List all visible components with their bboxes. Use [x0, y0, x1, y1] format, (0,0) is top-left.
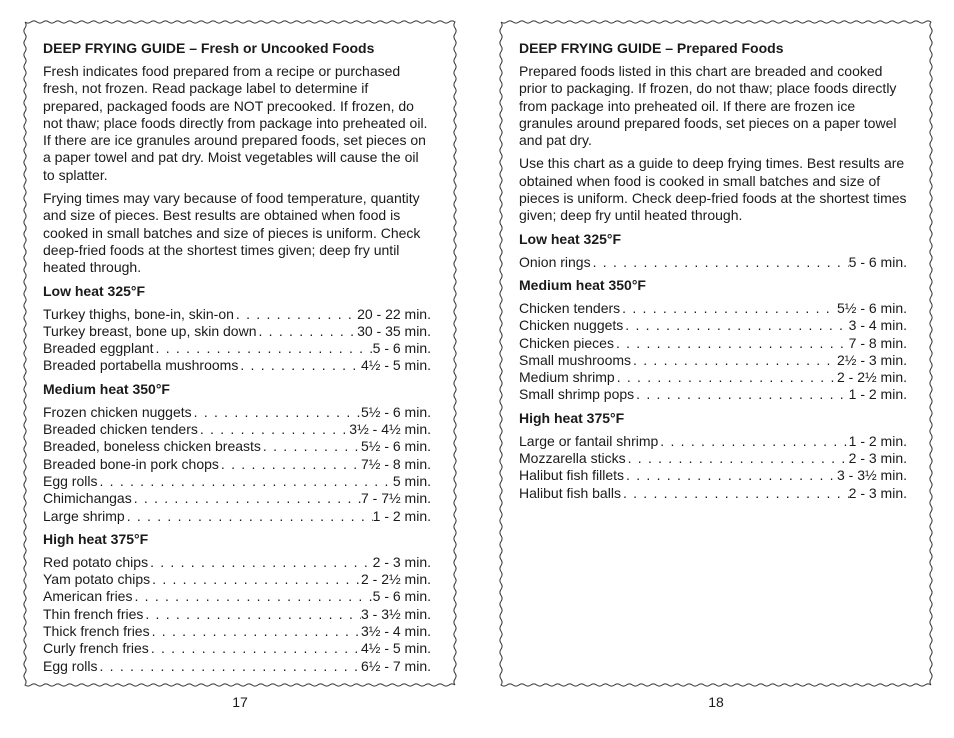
- food-name: Medium shrimp: [519, 369, 615, 386]
- food-name: Yam potato chips: [43, 571, 151, 588]
- frying-time: 2 - 2½ min.: [836, 369, 907, 386]
- food-name: Breaded chicken tenders: [43, 421, 198, 438]
- dot-leader: [192, 404, 361, 421]
- food-name: Frozen chicken nuggets: [43, 403, 192, 420]
- list-item: [519, 369, 907, 386]
- frying-time: 1 - 2 min.: [372, 507, 431, 524]
- dot-leader: [219, 456, 361, 473]
- frying-time: 7 - 7½ min.: [360, 490, 431, 507]
- page-title: DEEP FRYING GUIDE – Prepared Foods: [519, 40, 784, 56]
- frying-time: 3½ - 4½ min.: [349, 421, 431, 438]
- list-item: [519, 300, 907, 317]
- list-item: [519, 450, 907, 467]
- frying-time: 2 - 3 min.: [848, 450, 907, 467]
- frying-time: 30 - 35 min.: [357, 322, 431, 339]
- food-name: Breaded eggplant: [43, 340, 154, 357]
- list-item: [519, 352, 907, 369]
- food-name: Red potato chips: [43, 553, 149, 570]
- dot-leader: [257, 323, 358, 340]
- frying-time: 4½ - 5 min.: [360, 640, 431, 657]
- food-name: American fries: [43, 588, 133, 605]
- food-name: Breaded, boneless chicken breasts: [43, 438, 261, 455]
- list-item: [519, 467, 907, 484]
- frying-time: 3 - 3½ min.: [836, 467, 907, 484]
- page-number: 18: [708, 694, 724, 710]
- frying-time: 5 - 6 min.: [372, 340, 431, 357]
- dot-leader: [143, 606, 361, 623]
- heat-heading: High heat 375°F: [43, 530, 149, 547]
- list-item: [43, 571, 431, 588]
- list-item: [43, 323, 431, 340]
- right-page: [498, 0, 934, 688]
- list-item: [519, 335, 907, 352]
- food-name: Turkey breast, bone up, skin down: [43, 322, 257, 339]
- frying-time: 2 - 2½ min.: [360, 571, 431, 588]
- dot-leader: [620, 300, 837, 317]
- page-title: DEEP FRYING GUIDE – Fresh or Uncooked Foods: [43, 40, 375, 56]
- list-item: [43, 404, 431, 421]
- frying-time: 7 - 8 min.: [848, 334, 907, 351]
- food-name: Small mushrooms: [519, 351, 632, 368]
- frying-time-list: [43, 554, 431, 675]
- food-name: Egg rolls: [43, 472, 98, 489]
- food-name: Turkey thighs, bone-in, skin-on: [43, 305, 234, 322]
- heat-sections: [519, 231, 907, 502]
- frying-time-list: [43, 306, 431, 375]
- food-name: Thick french fries: [43, 623, 150, 640]
- dot-leader: [615, 369, 837, 386]
- list-item: [43, 306, 431, 323]
- frying-time: 6½ - 7 min.: [360, 657, 431, 674]
- heat-heading: Low heat 325°F: [43, 282, 146, 299]
- list-item: [43, 490, 431, 507]
- food-name: Chicken pieces: [519, 334, 614, 351]
- food-name: Halibut fish balls: [519, 484, 621, 501]
- dot-leader: [234, 306, 357, 323]
- dot-leader: [97, 473, 392, 490]
- list-item: [43, 438, 431, 455]
- dot-leader: [238, 357, 361, 374]
- heat-heading: Medium heat 350°F: [43, 380, 170, 397]
- dot-leader: [149, 640, 361, 657]
- frying-time: 5 min.: [392, 472, 431, 489]
- frying-time: 3 - 4 min.: [848, 317, 907, 334]
- intro-paragraph: Prepared foods listed in this chart are breaded and cooked prior to packaging. If frozen, do not thaw; place foods directly from package into preheated oil. If there are frozen ice granules around prepared foods, set pieces on a paper towel and pat dry.: [519, 63, 897, 149]
- heat-heading: Low heat 325°F: [519, 230, 622, 247]
- food-name: Chimichangas: [43, 490, 132, 507]
- list-item: [43, 473, 431, 490]
- frying-time: 5½ - 6 min.: [360, 438, 431, 455]
- list-item: [43, 357, 431, 374]
- dot-leader: [198, 421, 349, 438]
- dot-leader: [631, 352, 837, 369]
- food-name: Chicken nuggets: [519, 317, 624, 334]
- dot-leader: [623, 317, 848, 334]
- frying-time: 2 - 3 min.: [848, 484, 907, 501]
- food-name: Egg rolls: [43, 657, 98, 674]
- dot-leader: [626, 450, 849, 467]
- list-item: [43, 588, 431, 605]
- frying-time: 5 - 6 min.: [848, 253, 907, 270]
- list-item: [43, 456, 431, 473]
- intro-paragraph: Fresh indicates food prepared from a recipe or purchased fresh, not frozen. Read package label to determine if prepared, packaged foods are NOT precooked. If frozen, do not thaw; place foods directly from package into preheated oil. If there are ice granules around prepared foods, set pieces on a paper towel and pat dry. Moist vegetables will cause the oil to splatter.: [43, 63, 428, 183]
- frying-time: 3 - 3½ min.: [360, 605, 431, 622]
- frying-time-list: [519, 433, 907, 502]
- page-number: 17: [232, 694, 248, 710]
- dot-leader: [624, 467, 837, 484]
- frying-time: 1 - 2 min.: [848, 386, 907, 403]
- dot-leader: [591, 254, 849, 271]
- dot-leader: [132, 490, 361, 507]
- guidance-paragraph: Use this chart as a guide to deep frying times. Best results are obtained when food is cooked in small batches and size of pieces is uniform. Check deep-fried foods at the shortest times given; deep fry until heated through.: [519, 155, 907, 224]
- right-page-content: [519, 40, 907, 508]
- list-item: [43, 640, 431, 657]
- food-name: Breaded portabella mushrooms: [43, 357, 239, 374]
- frying-time-list: [519, 300, 907, 404]
- dot-leader: [154, 340, 373, 357]
- list-item: [43, 554, 431, 571]
- frying-time: 2 - 3 min.: [372, 553, 431, 570]
- dot-leader: [125, 508, 373, 525]
- list-item: [519, 433, 907, 450]
- list-item: [519, 485, 907, 502]
- frying-time: 7½ - 8 min.: [360, 455, 431, 472]
- list-item: [43, 508, 431, 525]
- list-item: [519, 386, 907, 403]
- list-item: [43, 658, 431, 675]
- left-page-content: [43, 40, 431, 681]
- dot-leader: [658, 433, 848, 450]
- dot-leader: [621, 485, 849, 502]
- frying-time: 5½ - 6 min.: [836, 299, 907, 316]
- list-item: [519, 254, 907, 271]
- food-name: Thin french fries: [43, 605, 144, 622]
- food-name: Chicken tenders: [519, 299, 621, 316]
- dot-leader: [614, 335, 849, 352]
- list-item: [519, 317, 907, 334]
- frying-time: 2½ - 3 min.: [836, 351, 907, 368]
- food-name: Onion rings: [519, 253, 591, 270]
- dot-leader: [261, 438, 361, 455]
- food-name: Curly french fries: [43, 640, 149, 657]
- food-name: Small shrimp pops: [519, 386, 635, 403]
- dot-leader: [150, 571, 361, 588]
- list-item: [43, 421, 431, 438]
- dot-leader: [132, 588, 372, 605]
- frying-time-list: [519, 254, 907, 271]
- frying-time: 3½ - 4 min.: [360, 623, 431, 640]
- food-name: Large shrimp: [43, 507, 125, 524]
- frying-time-list: [43, 404, 431, 525]
- frying-time: 5 - 6 min.: [372, 588, 431, 605]
- list-item: [43, 623, 431, 640]
- frying-time: 1 - 2 min.: [848, 432, 907, 449]
- food-name: Mozzarella sticks: [519, 450, 626, 467]
- list-item: [43, 606, 431, 623]
- food-name: Halibut fish fillets: [519, 467, 625, 484]
- frying-time: 20 - 22 min.: [357, 305, 431, 322]
- food-name: Large or fantail shrimp: [519, 432, 659, 449]
- dot-leader: [148, 554, 373, 571]
- left-page: [22, 0, 458, 688]
- heat-sections: [43, 283, 431, 675]
- dot-leader: [97, 658, 361, 675]
- dot-leader: [634, 386, 848, 403]
- heat-heading: High heat 375°F: [519, 409, 625, 426]
- food-name: Breaded bone-in pork chops: [43, 455, 219, 472]
- guidance-paragraph: Frying times may vary because of food temperature, quantity and size of pieces. Best results are obtained when food is cooked in small batches and size of pieces is uniform. Check deep-fried foods at the shortest times given; deep fry until heated through.: [43, 190, 421, 276]
- frying-time: 5½ - 6 min.: [360, 403, 431, 420]
- frying-time: 4½ - 5 min.: [360, 357, 431, 374]
- heat-heading: Medium heat 350°F: [519, 276, 646, 293]
- list-item: [43, 340, 431, 357]
- dot-leader: [150, 623, 361, 640]
